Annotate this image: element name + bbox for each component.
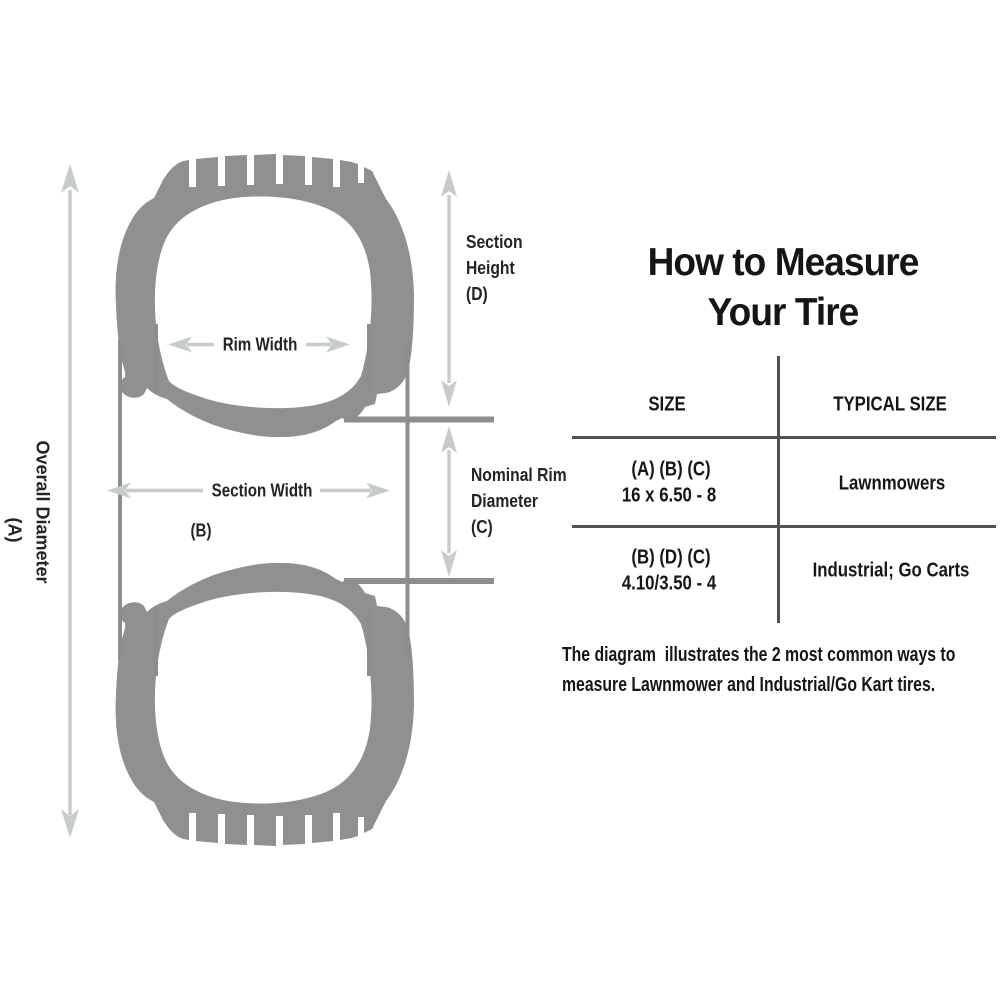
overall-diameter-arrow: [61, 164, 79, 838]
row2-size-keys: (B) (D) (C): [631, 546, 711, 569]
section-height-line1: Section: [466, 232, 523, 252]
title-line1: How to Measure: [647, 241, 919, 284]
nominal-rim-diameter-arrow: [441, 426, 457, 577]
caption-line2: measure Lawnmower and Industrial/Go Kart tires.: [562, 674, 936, 696]
table-rule-1: [572, 436, 996, 439]
rim-width-label: Rim Width: [222, 334, 298, 355]
row1-size-keys: (A) (B) (C): [631, 458, 711, 481]
section-height-line2: Height: [466, 258, 515, 278]
nominal-rim-line2: Diameter: [471, 491, 539, 511]
table-header-size: SIZE: [648, 393, 686, 416]
section-width-label: Section Width: [211, 480, 313, 501]
caption-text: [562, 640, 955, 700]
section-height-key: (D): [466, 284, 488, 304]
nominal-rim-diameter-label: [471, 462, 567, 540]
table-column-divider: [777, 356, 780, 623]
row2-size-value: 4.10/3.50 - 4: [621, 572, 717, 595]
section-height-label: [466, 229, 523, 307]
overall-diameter-label: Overall Diameter: [32, 440, 53, 584]
size-table: [572, 356, 996, 623]
nominal-rim-key: (C): [471, 517, 493, 537]
section-width-key: (B): [190, 520, 212, 541]
table-header-typical-size: TYPICAL SIZE: [833, 393, 947, 416]
row1-typical-value: Lawnmowers: [838, 472, 946, 495]
row2-typical-value: Industrial; Go Carts: [812, 559, 970, 582]
overall-diameter-key: (A): [4, 517, 25, 543]
tire-cross-section-bottom: [116, 563, 414, 846]
nominal-rim-line1: Nominal Rim: [471, 465, 567, 485]
table-rule-2: [572, 525, 996, 528]
row1-size-value: 16 x 6.50 - 8: [621, 484, 717, 507]
tire-body: [116, 154, 414, 437]
page-title: [593, 238, 973, 338]
section-height-arrow: [441, 170, 457, 407]
caption-line1: The diagram illustrates the 2 most common ways to: [562, 644, 956, 666]
title-line2: Your Tire: [707, 291, 859, 334]
tire-cross-section-top: [116, 154, 414, 437]
